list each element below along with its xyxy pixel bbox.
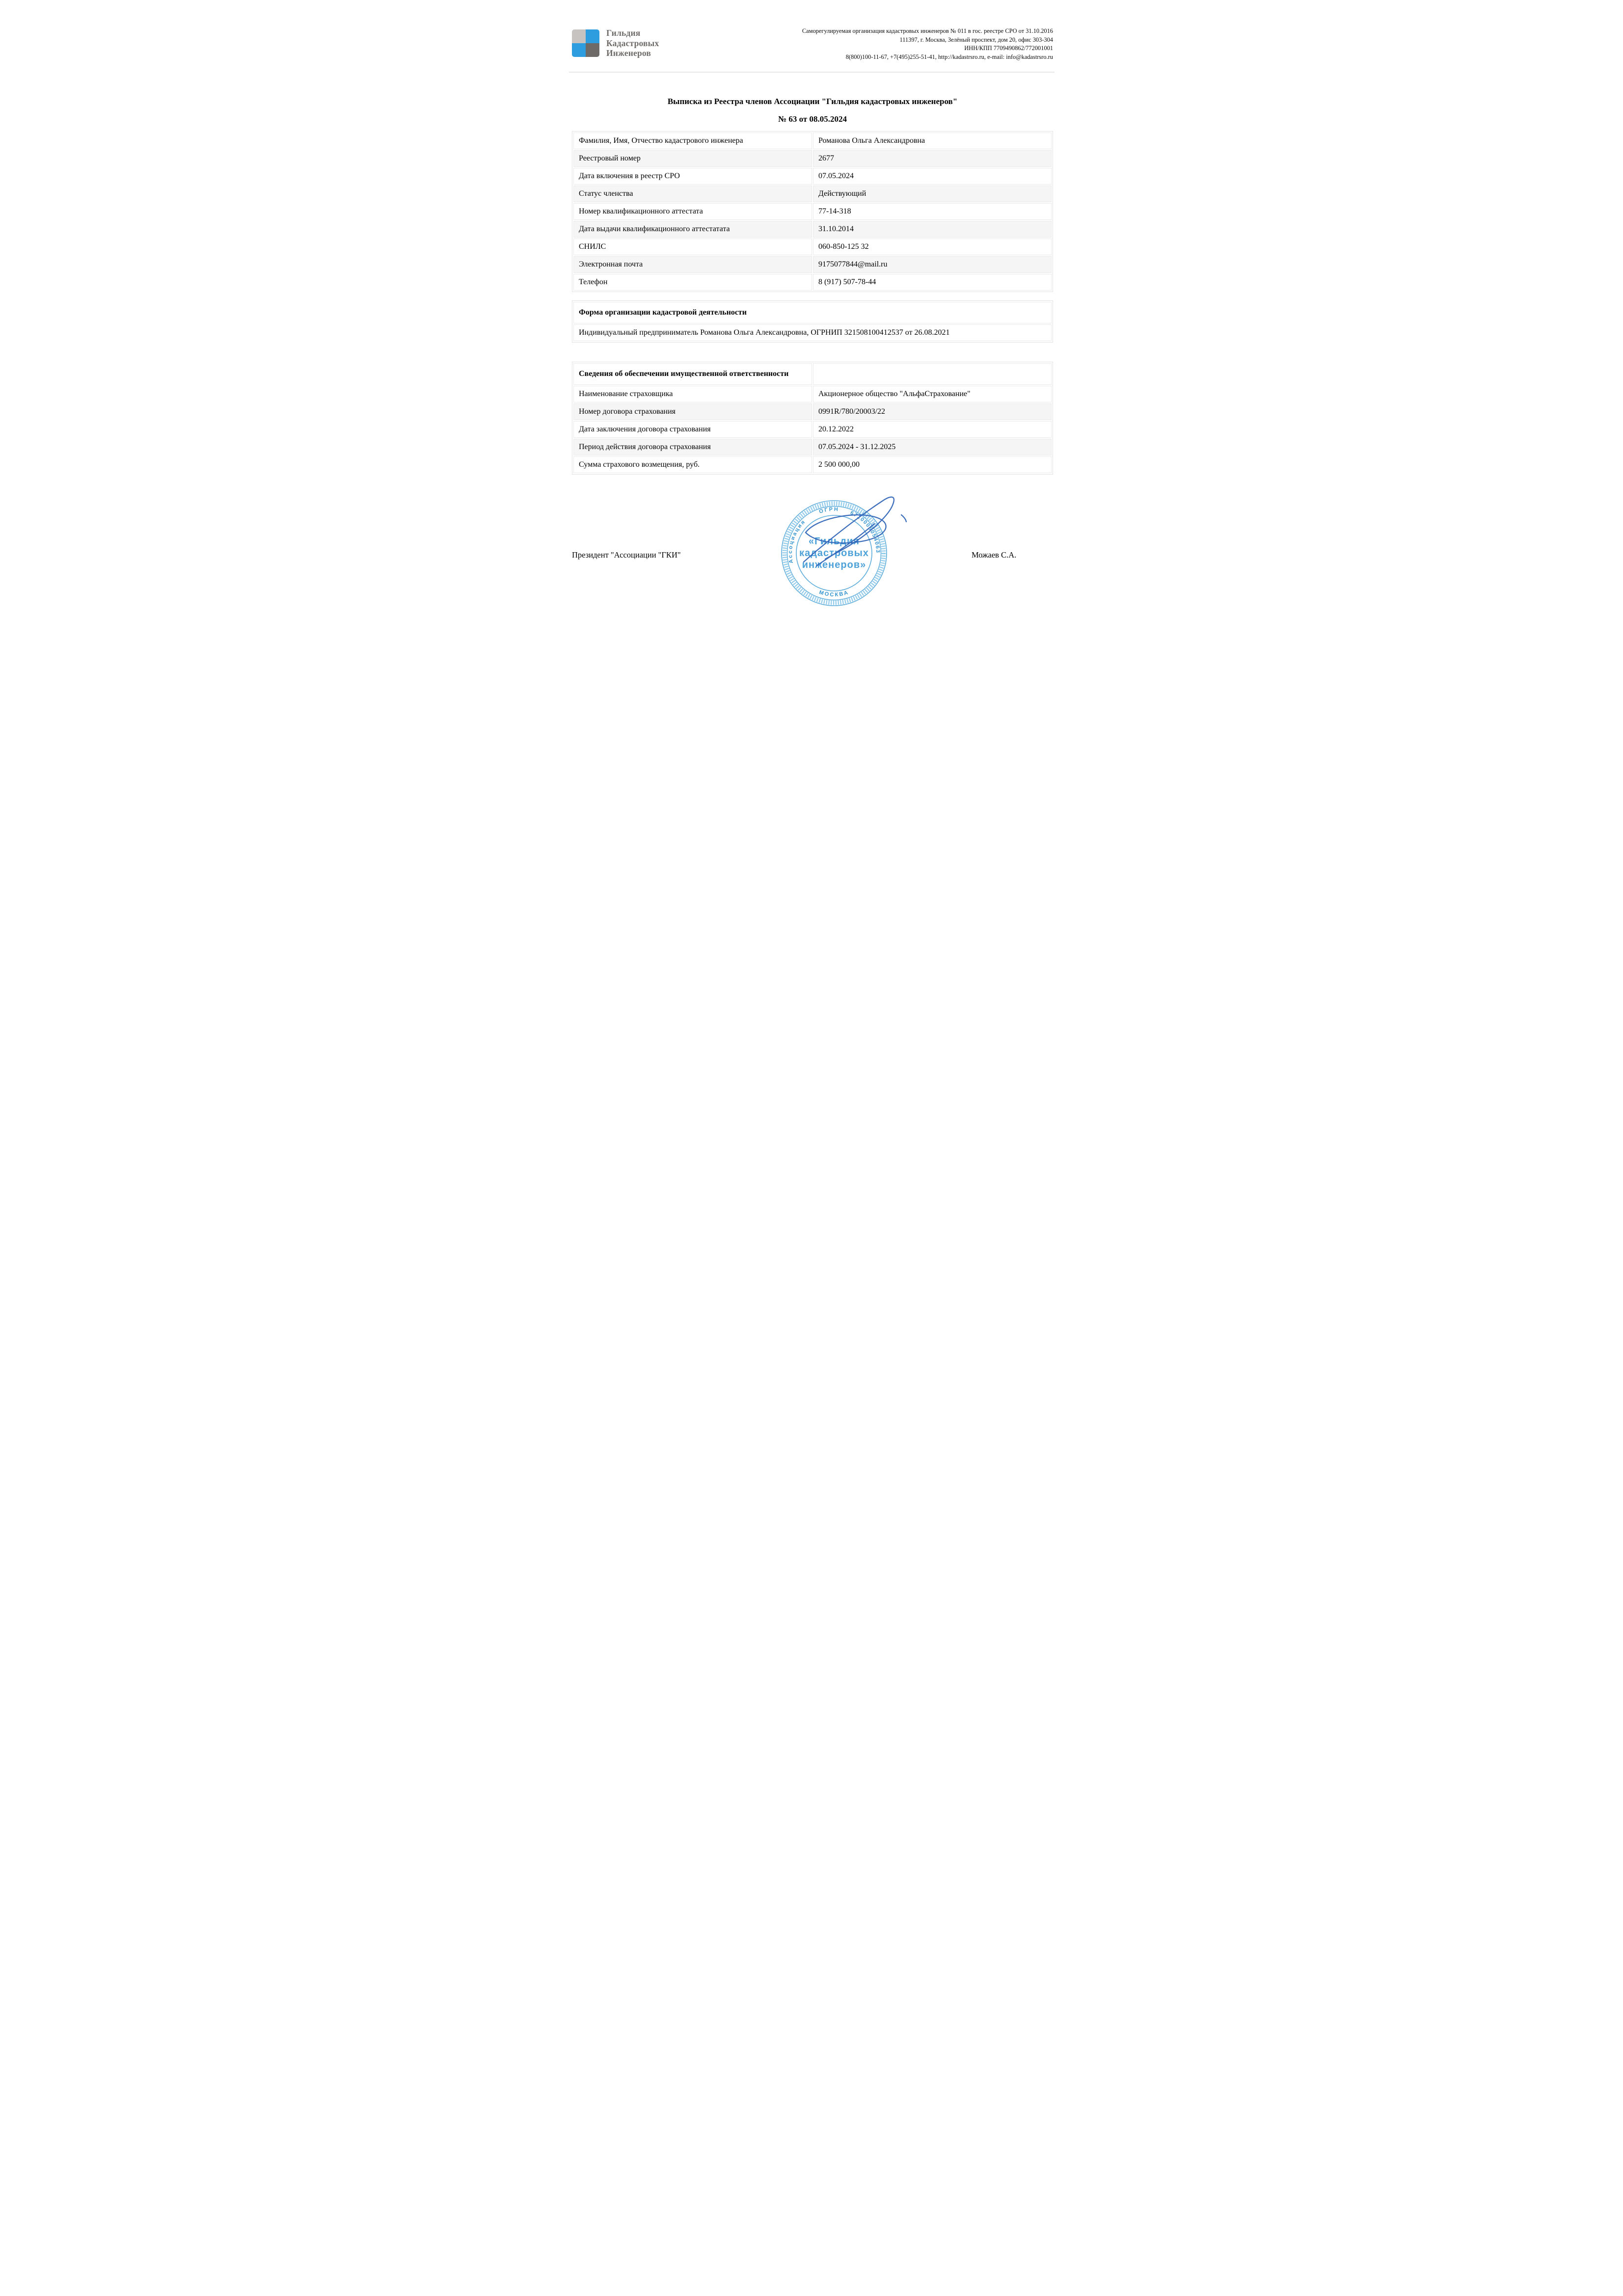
row-value-cell: 2 500 000,00 [813, 456, 1052, 473]
stamp-text-ogrn-number: 6710005054063 [849, 509, 881, 554]
row-label-cell: Наименование страховщика [573, 386, 812, 402]
stamp-text-moscow: МОСКВА [818, 589, 850, 598]
signer-position: Президент "Ассоциации "ГКИ" [572, 550, 681, 560]
org-info-line-1: Саморегулируемая организация кадастровых инженеров № 011 в гос. реестре СРО от 31.10.2016 [802, 27, 1053, 34]
logo-square-blue [572, 43, 586, 57]
stamp-inner-line-1: «Гильдия [809, 536, 860, 547]
table-row [573, 363, 1052, 385]
logo-square-blue [586, 29, 599, 43]
row-value-cell: 2677 [813, 150, 1052, 167]
table-row [573, 256, 1052, 273]
row-value-cell: 31.10.2014 [813, 221, 1052, 238]
row-label-cell: Электронная почта [573, 256, 812, 273]
document-page [541, 0, 1082, 765]
row-value-cell: 77-14-318 [813, 203, 1052, 220]
logo-squares-icon [572, 29, 599, 57]
row-label-cell: Дата выдачи квалификационного аттестатата [573, 221, 812, 238]
row-value-cell: 07.05.2024 [813, 168, 1052, 185]
document-title: Выписка из Реестра членов Ассоциации "Гильдия кадастровых инженеров" [667, 97, 958, 106]
row-label-cell: Период действия договора страхования [573, 439, 812, 455]
table-row [573, 456, 1052, 473]
row-label-cell: Статус членства [573, 186, 812, 202]
table-row [573, 403, 1052, 420]
section-header-cell: Форма организации кадастровой деятельности [573, 302, 1052, 323]
row-label-cell: Дата включения в реестр СРО [573, 168, 812, 185]
org-contact-block [802, 27, 1053, 61]
row-label-cell: Дата заключения договора страхования [573, 421, 812, 438]
row-label-cell: Фамилия, Имя, Отчество кадастрового инженера [573, 133, 812, 149]
stamp-text-association: Ассоциация [787, 518, 807, 564]
table-row [573, 274, 1052, 291]
table-row [573, 421, 1052, 438]
table-row [573, 168, 1052, 185]
logo-word-1: Гильдия [606, 28, 641, 38]
row-label-cell: Реестровый номер [573, 150, 812, 167]
header-divider [569, 72, 1055, 73]
row-label-cell: СНИЛС [573, 239, 812, 255]
logo-square-gray [572, 29, 586, 43]
logo-wordmark [606, 28, 659, 58]
section-header-cell: Сведения об обеспечении имущественной ответственности [573, 363, 812, 385]
row-value-cell: 9175077844@mail.ru [813, 256, 1052, 273]
org-info-line-3: ИНН/КПП 7709490862/772001001 [964, 45, 1053, 52]
row-label-cell: Номер договора страхования [573, 403, 812, 420]
table-row [573, 203, 1052, 220]
org-logo [572, 29, 659, 58]
table-row [573, 133, 1052, 149]
liability-table [572, 362, 1053, 475]
row-value-cell: 07.05.2024 - 31.12.2025 [813, 439, 1052, 455]
logo-square-dark [586, 43, 599, 57]
stamp-inner-text [799, 536, 869, 570]
official-stamp [758, 487, 912, 616]
org-info-line-2: 111397, г. Москва, Зелёный проспект, дом 20, офис 303-304 [899, 36, 1053, 43]
stamp-text-ogrn: ОГРН [818, 506, 839, 515]
logo-word-3: Инженеров [606, 48, 651, 58]
row-value-cell: Акционерное общество "АльфаСтрахование" [813, 386, 1052, 402]
activity-form-table [572, 300, 1053, 343]
empty-cell [813, 363, 1052, 385]
org-info-line-4: 8(800)100-11-67, +7(495)255-51-41, http://kadastrsro.ru, e-mail: info@kadastrsro.ru [845, 53, 1053, 60]
member-info-table [572, 131, 1053, 292]
row-label-cell: Телефон [573, 274, 812, 291]
table-row [573, 386, 1052, 402]
table-row [573, 324, 1052, 341]
row-value-cell: 0991R/780/20003/22 [813, 403, 1052, 420]
row-value-cell: 060-850-125 32 [813, 239, 1052, 255]
table-row [573, 150, 1052, 167]
signer-name: Можаев С.А. [972, 550, 1017, 560]
row-value-cell: Действующий [813, 186, 1052, 202]
stamp-inner-line-2: кадастровых [799, 548, 869, 559]
row-label-cell: Номер квалификационного аттестата [573, 203, 812, 220]
stamp-inner-line-3: инженеров» [802, 560, 866, 570]
document-number: № 63 от 08.05.2024 [778, 114, 847, 124]
section-content-cell: Индивидуальный предприниматель Романова Ольга Александровна, ОГРНИП 321508100412537 от 26.08.2021 [573, 324, 1052, 341]
row-value-cell: 20.12.2022 [813, 421, 1052, 438]
row-label-cell: Сумма страхового возмещения, руб. [573, 456, 812, 473]
row-value-cell: Романова Ольга Александровна [813, 133, 1052, 149]
table-row [573, 239, 1052, 255]
table-row [573, 302, 1052, 323]
table-row [573, 186, 1052, 202]
table-row [573, 221, 1052, 238]
row-value-cell: 8 (917) 507-78-44 [813, 274, 1052, 291]
logo-word-2: Кадастровых [606, 38, 659, 48]
table-row [573, 439, 1052, 455]
